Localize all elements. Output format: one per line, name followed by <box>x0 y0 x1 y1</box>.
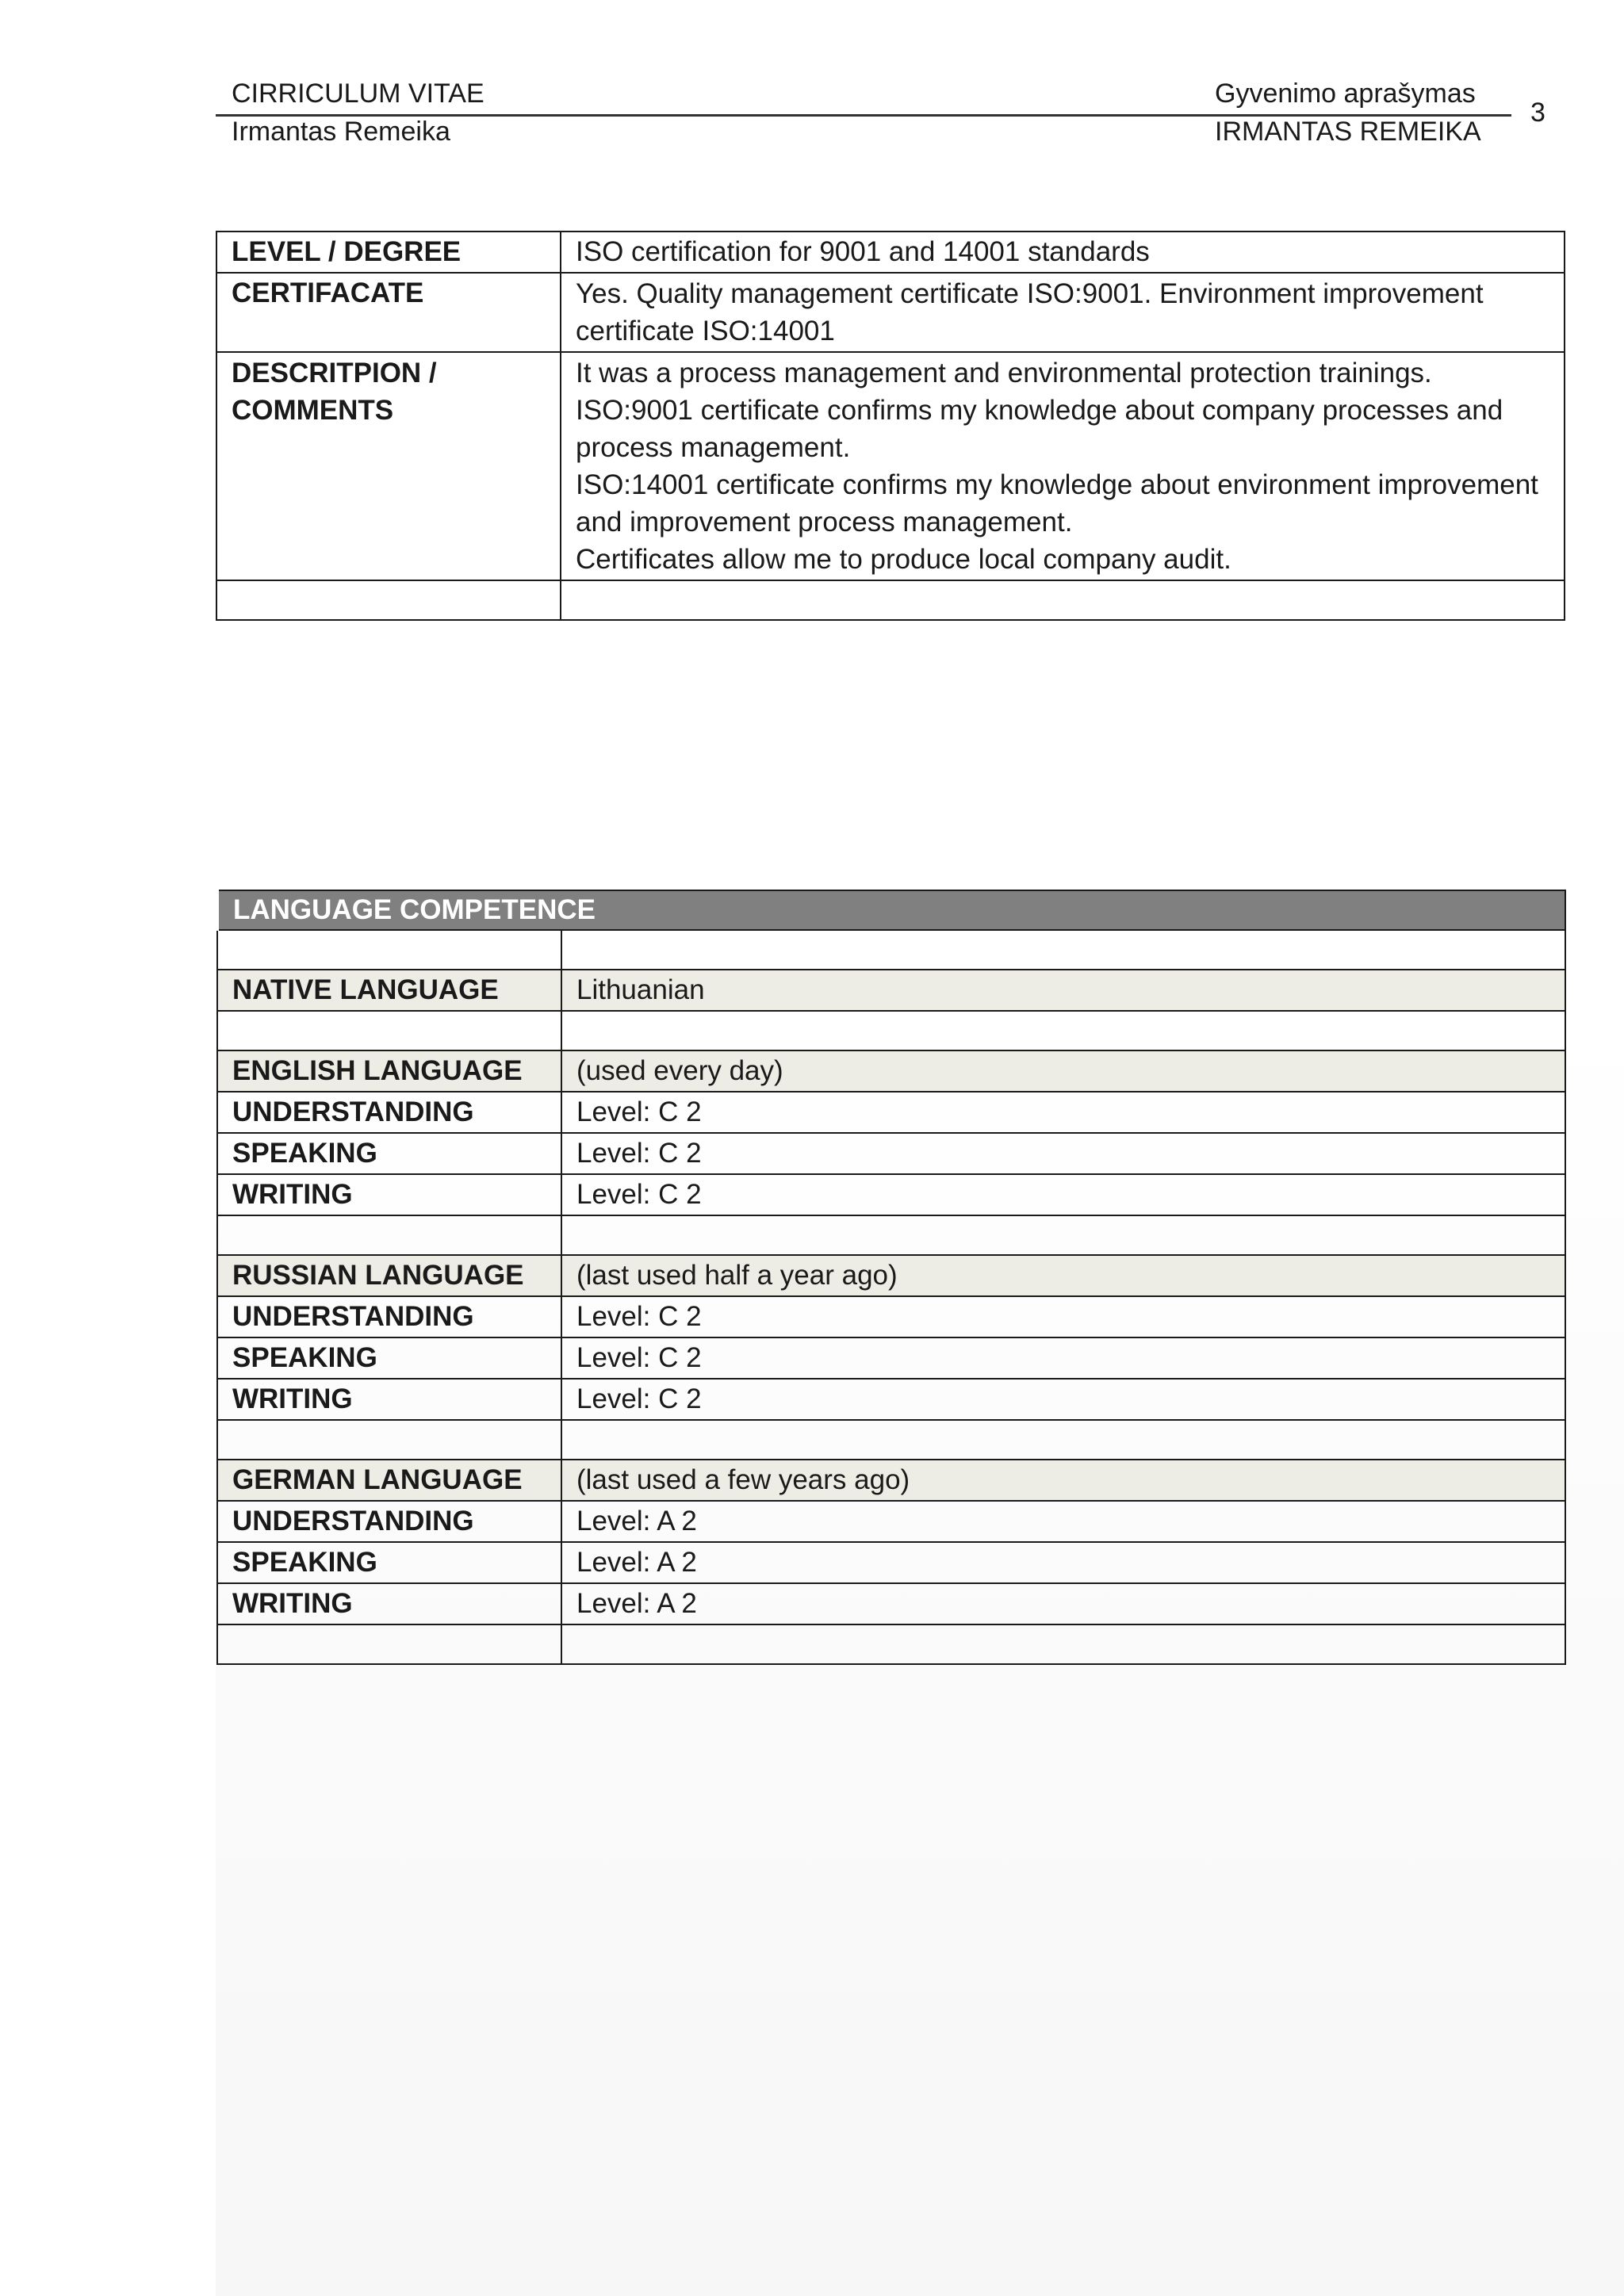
table-row <box>217 1255 1565 1296</box>
cert-description-line: It was a process management and environmental protection trainings. <box>576 358 1432 388</box>
cert-description-line: process management. <box>576 432 851 463</box>
german-writing-value: Level: A 2 <box>561 1583 1565 1624</box>
english-language-label: ENGLISH LANGUAGE <box>217 1050 561 1092</box>
table-row <box>217 1050 1565 1092</box>
table-row <box>217 970 1565 1011</box>
cert-description-value <box>561 352 1565 580</box>
table-row <box>217 1542 1565 1583</box>
table-row-empty <box>217 1624 1565 1664</box>
german-language-label: GERMAN LANGUAGE <box>217 1460 561 1501</box>
native-language-label: NATIVE LANGUAGE <box>217 970 561 1011</box>
empty-cell <box>561 1624 1565 1664</box>
cert-description-label-line: DESCRITPION / <box>232 358 437 388</box>
russian-understanding-label: UNDERSTANDING <box>217 1296 561 1337</box>
russian-writing-label: WRITING <box>217 1379 561 1420</box>
cert-description-line: ISO:14001 certificate confirms my knowledge about environment improvement <box>576 469 1538 500</box>
header-right-title: Gyvenimo aprašymas <box>1215 78 1476 109</box>
cert-description-label-line: COMMENTS <box>232 395 394 426</box>
cert-description-label <box>216 352 561 580</box>
empty-cell <box>217 1011 561 1050</box>
table-row-empty <box>217 1011 1565 1050</box>
cert-description-line: and improvement process management. <box>576 507 1073 538</box>
table-row <box>217 1133 1565 1174</box>
table-row <box>216 232 1565 273</box>
russian-speaking-value: Level: C 2 <box>561 1337 1565 1379</box>
cert-level-value: ISO certification for 9001 and 14001 standards <box>561 232 1565 273</box>
russian-language-note: (last used half a year ago) <box>561 1255 1565 1296</box>
table-row <box>217 1379 1565 1420</box>
language-table <box>216 890 1566 1665</box>
empty-cell <box>217 1215 561 1255</box>
cert-description-line: ISO:9001 certificate confirms my knowledge about company processes and <box>576 395 1503 426</box>
english-understanding-label: UNDERSTANDING <box>217 1092 561 1133</box>
russian-language-label: RUSSIAN LANGUAGE <box>217 1255 561 1296</box>
table-row-empty <box>216 580 1565 620</box>
table-row-empty <box>217 1215 1565 1255</box>
empty-cell <box>561 580 1565 620</box>
empty-cell <box>217 1420 561 1460</box>
german-speaking-label: SPEAKING <box>217 1542 561 1583</box>
table-row <box>216 273 1565 352</box>
empty-cell <box>561 1215 1565 1255</box>
russian-writing-value: Level: C 2 <box>561 1379 1565 1420</box>
table-row <box>217 1460 1565 1501</box>
table-row-empty <box>217 1420 1565 1460</box>
russian-speaking-label: SPEAKING <box>217 1337 561 1379</box>
certification-table <box>216 231 1565 621</box>
empty-cell <box>561 1011 1565 1050</box>
page-number: 3 <box>1530 98 1545 128</box>
russian-understanding-value: Level: C 2 <box>561 1296 1565 1337</box>
native-language-value: Lithuanian <box>561 970 1565 1011</box>
empty-cell <box>561 1420 1565 1460</box>
table-row <box>217 1583 1565 1624</box>
table-row <box>217 1174 1565 1215</box>
empty-cell <box>217 1624 561 1664</box>
cert-certificate-label: CERTIFACATE <box>216 273 561 352</box>
german-understanding-label: UNDERSTANDING <box>217 1501 561 1542</box>
english-writing-value: Level: C 2 <box>561 1174 1565 1215</box>
table-row <box>216 352 1565 580</box>
cert-certificate-line: certificate ISO:14001 <box>576 316 835 346</box>
header-left-name: Irmantas Remeika <box>232 117 450 147</box>
cert-certificate-line: Yes. Quality management certificate ISO:9001. Environment improvement <box>576 278 1484 309</box>
empty-cell <box>216 580 561 620</box>
cert-certificate-value <box>561 273 1565 352</box>
language-section-title: LANGUAGE COMPETENCE <box>217 890 1565 930</box>
table-row <box>217 1337 1565 1379</box>
header-left-title: CIRRICULUM VITAE <box>232 78 485 109</box>
english-speaking-label: SPEAKING <box>217 1133 561 1174</box>
german-writing-label: WRITING <box>217 1583 561 1624</box>
header-right-name: IRMANTAS REMEIKA <box>1215 117 1481 147</box>
english-language-note: (used every day) <box>561 1050 1565 1092</box>
table-row-empty <box>217 930 1565 970</box>
english-speaking-value: Level: C 2 <box>561 1133 1565 1174</box>
german-understanding-value: Level: A 2 <box>561 1501 1565 1542</box>
table-row <box>217 1501 1565 1542</box>
cert-description-line: Certificates allow me to produce local company audit. <box>576 544 1231 575</box>
table-row <box>217 1296 1565 1337</box>
german-speaking-value: Level: A 2 <box>561 1542 1565 1583</box>
english-understanding-value: Level: C 2 <box>561 1092 1565 1133</box>
empty-cell <box>217 930 561 970</box>
cert-level-label: LEVEL / DEGREE <box>216 232 561 273</box>
empty-cell <box>561 930 1565 970</box>
german-language-note: (last used a few years ago) <box>561 1460 1565 1501</box>
table-row <box>217 1092 1565 1133</box>
language-section-header <box>217 890 1565 930</box>
english-writing-label: WRITING <box>217 1174 561 1215</box>
